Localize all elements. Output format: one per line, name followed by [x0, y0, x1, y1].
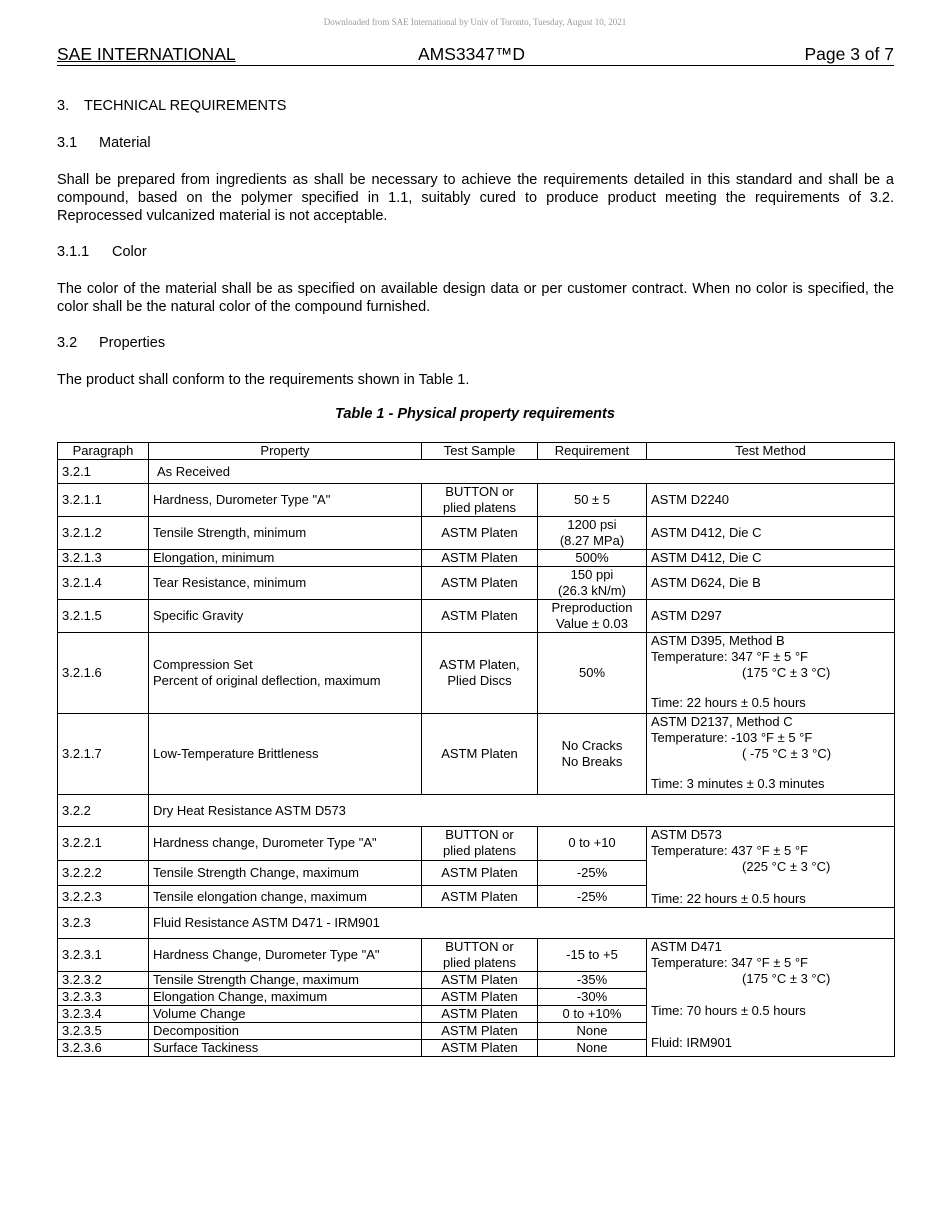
sample-cell: ASTM Platen [422, 517, 538, 550]
sample-cell [422, 939, 538, 972]
page-header [57, 44, 894, 66]
section-number: 3. [57, 98, 70, 114]
header-publisher: SAE INTERNATIONAL [57, 44, 236, 64]
section-title: Color [112, 244, 147, 260]
requirement-line: Value ± 0.03 [556, 616, 628, 631]
group-row [58, 908, 895, 939]
method-line: Temperature: 347 °F ± 5 °F [651, 649, 808, 664]
table-row [58, 827, 895, 861]
requirement-cell: -30% [538, 989, 647, 1006]
property-cell: Elongation, minimum [149, 550, 422, 567]
method-line: (175 °C ± 3 °C) [742, 665, 831, 680]
properties-paragraph: The product shall conform to the requirements shown in Table 1. [57, 372, 470, 388]
requirement-cell: 50% [538, 633, 647, 714]
property-cell: Volume Change [149, 1006, 422, 1023]
method-cell: ASTM D412, Die C [647, 550, 895, 567]
sample-cell: ASTM Platen [422, 567, 538, 600]
method-cell: ASTM D297 [647, 600, 895, 633]
method-cell: ASTM D2240 [647, 484, 895, 517]
method-cell [647, 633, 895, 714]
requirement-cell [538, 600, 647, 633]
table-row [58, 550, 895, 567]
material-paragraph: Shall be prepared from ingredients as shall be necessary to achieve the requirements detailed in this standard and shall be a compound, based on the polymer specified in 1.1, suitably cured to produce product meeting the requirements of 3.2. Reprocessed vulcanized material is not acceptable. [57, 172, 894, 224]
property-cell: Tear Resistance, minimum [149, 567, 422, 600]
section-heading-3-2 [57, 335, 165, 351]
table-row [58, 484, 895, 517]
property-cell: Low-Temperature Brittleness [149, 714, 422, 795]
sample-line: Plied Discs [447, 673, 512, 688]
method-line: ( -75 °C ± 3 °C) [742, 746, 832, 761]
column-header: Paragraph [58, 443, 149, 460]
sample-line: plied platens [443, 955, 516, 970]
paragraph-cell: 3.2.1.6 [58, 633, 149, 714]
section-number: 3.2 [57, 335, 78, 351]
method-line: Temperature: -103 °F ± 5 °F [651, 730, 813, 745]
table-row [58, 633, 895, 714]
paragraph-cell: 3.2.3.4 [58, 1006, 149, 1023]
method-cell: ASTM D624, Die B [647, 567, 895, 600]
paragraph-cell: 3.2.3.3 [58, 989, 149, 1006]
requirement-cell: 0 to +10% [538, 1006, 647, 1023]
property-cell: Tensile Strength Change, maximum [149, 860, 422, 886]
method-line: Fluid: IRM901 [651, 1035, 732, 1050]
property-cell: Tensile elongation change, maximum [149, 886, 422, 908]
physical-property-table [57, 442, 895, 1057]
column-header: Test Method [647, 443, 895, 460]
requirement-line: (8.27 MPa) [559, 533, 625, 548]
requirement-line: (26.3 kN/m) [558, 583, 626, 598]
property-cell: Specific Gravity [149, 600, 422, 633]
method-line: Time: 3 minutes ± 0.3 minutes [651, 776, 825, 791]
requirement-line: No Breaks [561, 754, 623, 769]
sample-cell [422, 484, 538, 517]
table-header-row [58, 443, 895, 460]
paragraph-cell: 3.2.1.3 [58, 550, 149, 567]
paragraph-cell: 3.2.2.3 [58, 886, 149, 908]
sample-cell: ASTM Platen [422, 989, 538, 1006]
section-number: 3.1.1 [57, 244, 90, 260]
method-cell [647, 714, 895, 795]
group-title: Dry Heat Resistance ASTM D573 [149, 795, 895, 827]
sample-cell [422, 633, 538, 714]
requirement-cell [538, 714, 647, 795]
paragraph-cell: 3.2.1.2 [58, 517, 149, 550]
property-cell: Tensile Strength, minimum [149, 517, 422, 550]
method-cell [647, 827, 895, 908]
requirement-line: 1200 psi [567, 517, 617, 532]
paragraph-cell: 3.2.2.1 [58, 827, 149, 861]
property-cell: Surface Tackiness [149, 1040, 422, 1057]
header-document-id: AMS3347™D [418, 44, 525, 64]
paragraph-cell: 3.2.3.6 [58, 1040, 149, 1057]
paragraph-cell: 3.2.3.2 [58, 972, 149, 989]
group-row [58, 795, 895, 827]
paragraph-cell: 3.2.1.5 [58, 600, 149, 633]
download-notice: Downloaded from SAE International by Univ of Toronto, Tuesday, August 10, 2021 [323, 17, 627, 27]
sample-cell: ASTM Platen [422, 972, 538, 989]
requirement-cell [538, 567, 647, 600]
group-title: Fluid Resistance ASTM D471 - IRM901 [149, 908, 895, 939]
section-heading-3-1 [57, 135, 151, 151]
paragraph-cell: 3.2.3 [58, 908, 149, 939]
sample-line: plied platens [443, 843, 516, 859]
method-cell [647, 939, 895, 1057]
section-title: TECHNICAL REQUIREMENTS [84, 98, 287, 114]
table-row [58, 600, 895, 633]
sample-cell [422, 827, 538, 861]
table-caption: Table 1 - Physical property requirements [335, 406, 615, 422]
property-cell: Hardness Change, Durometer Type "A" [149, 939, 422, 972]
sample-cell: ASTM Platen [422, 860, 538, 886]
method-line: (175 °C ± 3 °C) [742, 971, 831, 986]
table-row [58, 714, 895, 795]
group-row [58, 460, 895, 484]
paragraph-cell: 3.2.1.7 [58, 714, 149, 795]
column-header: Requirement [538, 443, 647, 460]
requirement-cell: -15 to +5 [538, 939, 647, 972]
section-heading-3-1-1 [57, 244, 147, 260]
sample-cell: ASTM Platen [422, 600, 538, 633]
requirement-line: Preproduction [551, 600, 633, 615]
method-line: Time: 22 hours ± 0.5 hours [651, 891, 806, 906]
property-cell: Hardness change, Durometer Type "A" [149, 827, 422, 861]
paragraph-cell: 3.2.3.5 [58, 1023, 149, 1040]
sample-cell: ASTM Platen [422, 886, 538, 908]
paragraph-cell: 3.2.1 [58, 460, 149, 484]
table-row [58, 939, 895, 972]
requirement-cell: 50 ± 5 [538, 484, 647, 517]
method-line: ASTM D471 [651, 939, 722, 954]
paragraph-cell: 3.2.1.4 [58, 567, 149, 600]
requirement-cell: -35% [538, 972, 647, 989]
method-line: Time: 70 hours ± 0.5 hours [651, 1003, 806, 1018]
color-paragraph: The color of the material shall be as specified on available design data or per customer contract. When no color is specified, the color shall be the natural color of the compound furnished. [57, 281, 894, 315]
sample-line: BUTTON or [445, 827, 514, 843]
property-cell [149, 633, 422, 714]
sample-cell: ASTM Platen [422, 1023, 538, 1040]
sample-cell: ASTM Platen [422, 550, 538, 567]
table-row [58, 567, 895, 600]
column-header: Test Sample [422, 443, 538, 460]
method-line: ASTM D395, Method B [651, 633, 785, 648]
requirement-cell: -25% [538, 886, 647, 908]
requirement-cell: -25% [538, 860, 647, 886]
method-cell: ASTM D412, Die C [647, 517, 895, 550]
header-page-number: Page 3 of 7 [804, 44, 894, 64]
paragraph-cell: 3.2.3.1 [58, 939, 149, 972]
property-cell: Tensile Strength Change, maximum [149, 972, 422, 989]
property-cell: Hardness, Durometer Type "A" [149, 484, 422, 517]
paragraph-cell: 3.2.2 [58, 795, 149, 827]
method-line: Temperature: 437 °F ± 5 °F [651, 843, 808, 858]
property-line: Percent of original deflection, maximum [153, 673, 381, 688]
sample-line: BUTTON or [445, 939, 514, 954]
section-title: Properties [99, 335, 166, 351]
property-cell: Elongation Change, maximum [149, 989, 422, 1006]
sample-line: ASTM Platen, [439, 657, 520, 672]
method-line: Temperature: 347 °F ± 5 °F [651, 955, 808, 970]
requirement-cell [538, 517, 647, 550]
method-line: Time: 22 hours ± 0.5 hours [651, 695, 806, 710]
group-title: As Received [149, 460, 895, 484]
property-line: Compression Set [153, 657, 253, 672]
table-row [58, 517, 895, 550]
column-header: Property [149, 443, 422, 460]
sample-line: plied platens [443, 500, 516, 515]
section-title: Material [99, 135, 151, 151]
sample-cell: ASTM Platen [422, 1006, 538, 1023]
section-heading-3 [57, 98, 286, 114]
requirement-line: No Cracks [561, 738, 623, 753]
method-line: ASTM D2137, Method C [651, 714, 793, 729]
requirement-cell: None [538, 1023, 647, 1040]
section-number: 3.1 [57, 135, 78, 151]
method-line: ASTM D573 [651, 827, 722, 842]
sample-cell: ASTM Platen [422, 714, 538, 795]
requirement-cell: 500% [538, 550, 647, 567]
paragraph-cell: 3.2.1.1 [58, 484, 149, 517]
requirement-line: 150 ppi [570, 567, 614, 582]
requirement-cell: 0 to +10 [538, 827, 647, 861]
method-line: (225 °C ± 3 °C) [742, 859, 831, 874]
sample-line: BUTTON or [445, 484, 514, 499]
sample-cell: ASTM Platen [422, 1040, 538, 1057]
paragraph-cell: 3.2.2.2 [58, 860, 149, 886]
requirement-cell: None [538, 1040, 647, 1057]
property-cell: Decomposition [149, 1023, 422, 1040]
